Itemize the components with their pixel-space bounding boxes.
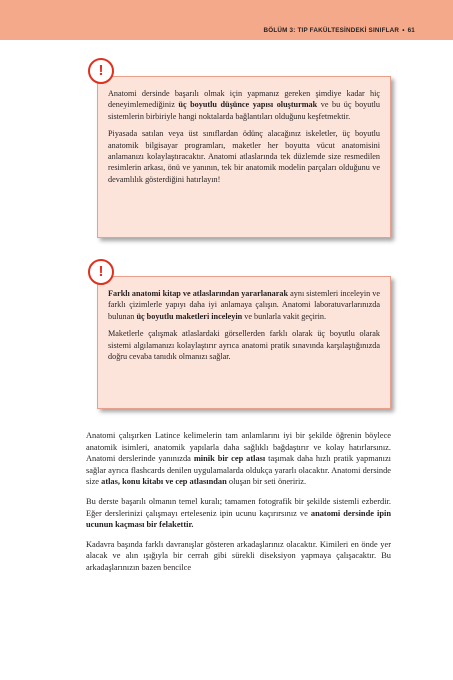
chapter-title: BÖLÜM 3: TIP FAKÜLTESİNDEKİ SINIFLAR: [263, 27, 400, 34]
highlight-disaster: anatomi dersinde ipin ucunun kaçması bir felakettir.: [86, 508, 391, 530]
header-band: [0, 0, 453, 40]
body-text: [86, 430, 391, 582]
exclamation-icon: !: [88, 58, 114, 84]
tip-box-2-paragraph-2: Maketlerle çalışmak atlaslardaki görsellerden farklı olarak üç boyutlu olarak sistemi algılamanızı kolaylaştırır ayrıca anatomi pratik sınavında karşılaştığınızda doğru cevaba tanıdık olmanızı sağlar.: [108, 329, 380, 362]
tip-box-1-paragraph-1: Anatomi dersinde başarılı olmak için yapmanız gereken şimdiye kadar hiç deneyimlemediğiniz üç boyutlu düşünce yapısı oluşturmak ve bu üç boyutlu sistemlerin birbiriyle hangi noktalarda bağlantıları olduğunu keşfetmektir.: [108, 89, 381, 121]
body-paragraph-2: Bu derste başarılı olmanın temel kuralı; tamamen fotografik bir şekilde sistemli ezberdir. Eğer derslerinizi çalışmayı erteleseniz ipin ucunu kaçırırsınız ve anatomi dersinde ipin ucunun kaçması bir felakettir.: [86, 496, 391, 530]
highlight-use-atlases: Farklı anatomi kitap ve atlaslarından yararlanarak: [108, 289, 289, 298]
tip-box-2-paragraph-1: Farklı anatomi kitap ve atlaslarından yararlanarak aynı sistemleri inceleyin ve farklı çizimlerle yapıyı daha iyi anlamaya çalışın. Anatomi laboratuvarlarınızda bulunan üç boyutlu maketleri inceleyin ve bunlarla vakit geçirin.: [108, 289, 381, 321]
page-number: 61: [407, 27, 415, 34]
highlight-book-set: atlas, konu kitabı ve cep atlasından: [101, 477, 227, 487]
tip-box-1-paragraph-2: Piyasada satılan veya üst sınıflardan ödünç alacağınız iskeletler, üç boyutlu anatomik bilgisayar programları, maketler her boyutta vücut anatomisini anlamanızı kolaylaştıracaktır. Anatomi atlaslarında tek düzlemde size resmedilen resimlerin arkası, önü ve yanının, tek bir anatomik modelin parçaları olduğunu ve devamlılık gösterdiğini hatırlayın!: [108, 129, 380, 184]
exclamation-icon: !: [88, 259, 114, 285]
tip-box-3d-thinking: [97, 76, 391, 238]
highlight-pocket-atlas: minik bir cep atlası: [193, 454, 266, 464]
highlight-3d-thinking: üç boyutlu düşünce yapısı oluşturmak: [178, 100, 318, 110]
body-paragraph-3: Kadavra başında farklı davranışlar gösteren arkadaşlarınız olacaktır. Kimileri en önde yer alacak ve alın ışığıyla bir cerrah gibi sürekli diseksiyon yapmaya çalışacaktır. Bu arkadaşlarınızın bazen bencilce: [86, 539, 391, 572]
header-bullet: •: [402, 27, 405, 34]
body-paragraph-1: Anatomi çalışırken Latince kelimelerin tam anlamlarını iyi bir şekilde öğrenin böylece anatomik isimleri, anatomik yapılarla daha sağlıklı bağdaştırır ve kolay hatırlarsınız. Anatomi derslerinde yanınızda minik bir cep atlası taşımak daha hızlı pratik yapmanızı sağlar ayrıca flashcards denilen uygulamalarda oldukça yararlı olacaktır. Anatomi dersinde size atlas, konu kitabı ve cep atlasından oluşan bir seti öneririz.: [86, 431, 391, 487]
tip-box-atlases: [97, 276, 391, 409]
highlight-3d-models: üç boyutlu maketleri inceleyin: [136, 311, 243, 321]
running-header: [263, 27, 415, 34]
